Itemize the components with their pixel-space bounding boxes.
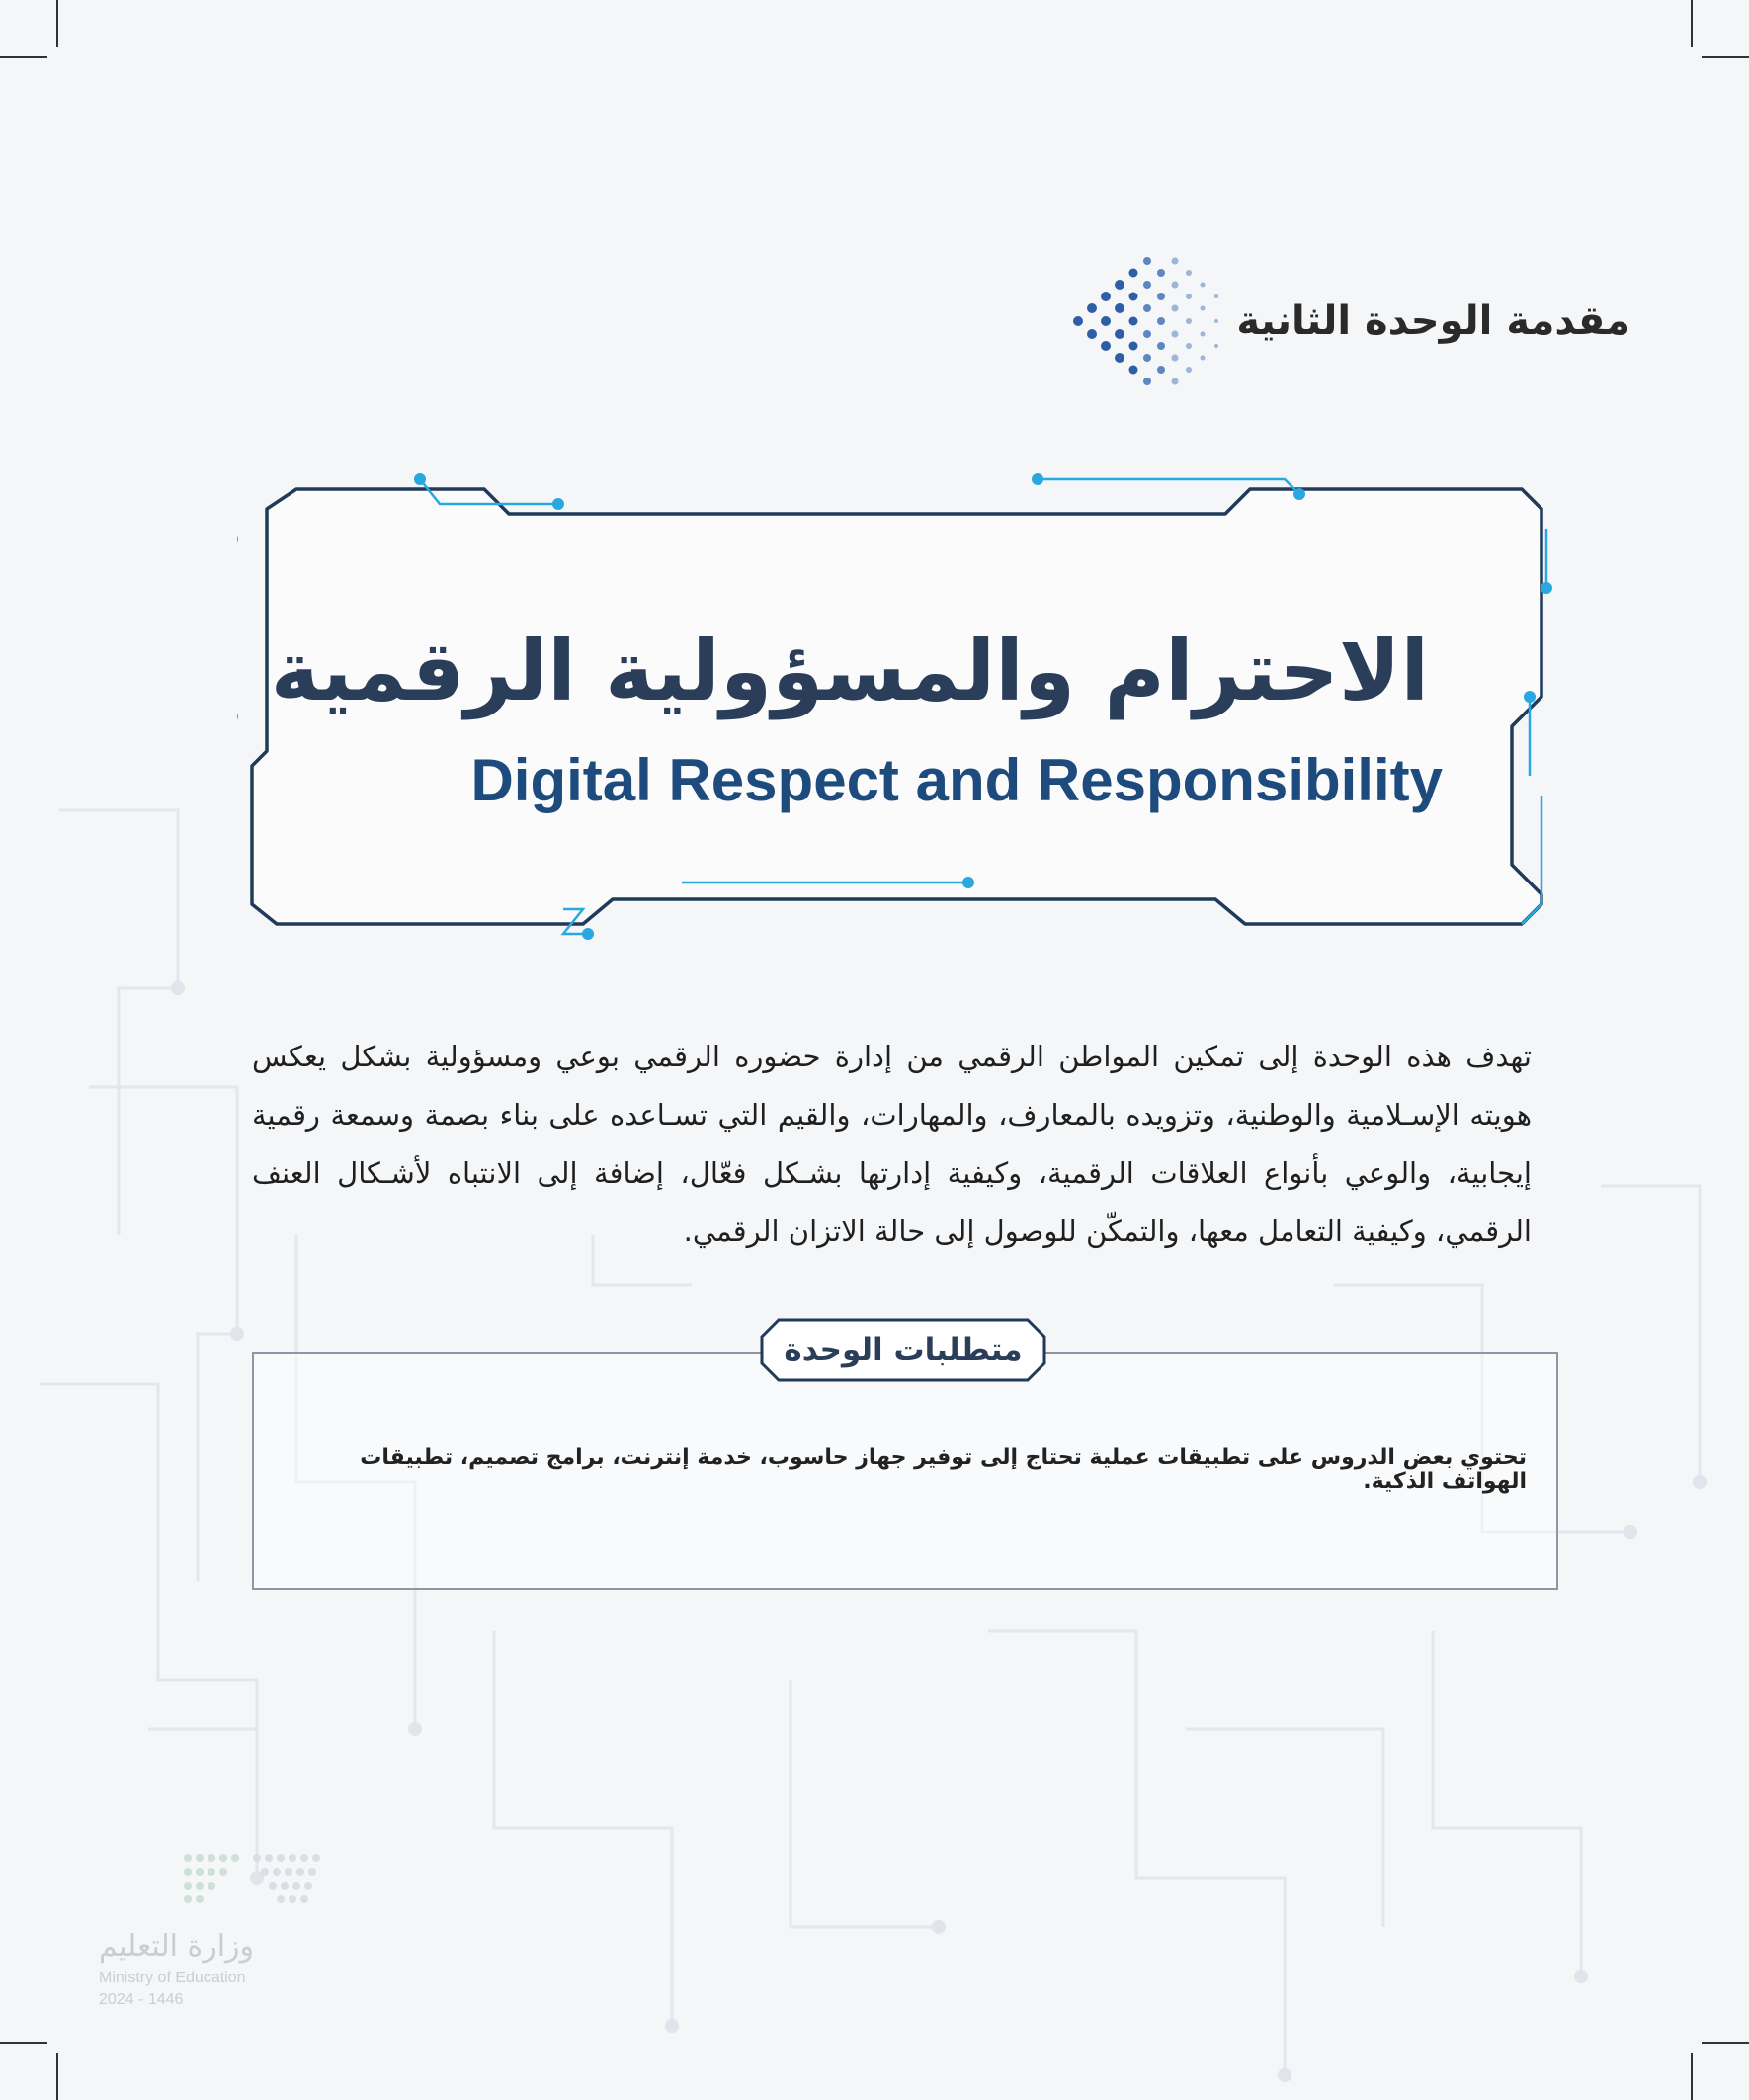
ministry-name-arabic: وزارة التعليم [99, 1929, 255, 1964]
requirements-text: تحتوي بعض الدروس على تطبيقات عملية تحتاج إلى توفير جهاز حاسوب، خدمة إنترنت، برامج تصميم، تطبيقات الهواتف الذكية. [360, 1445, 1527, 1494]
ministry-year: 2024 - 1446 [99, 1991, 184, 2008]
ministry-name-english: Ministry of Education [99, 1970, 246, 1986]
crop-mark [1691, 2053, 1693, 2100]
crop-mark [1702, 2042, 1749, 2044]
crop-mark [56, 2053, 58, 2100]
unit-title-english: Digital Respect and Responsibility [470, 747, 1443, 813]
intro-paragraph: تهدف هذه الوحدة إلى تمكين المواطن الرقمي من إدارة حضوره الرقمي بوعي ومسؤولية بشكل يعكس هويته الإسـلامية والوطنية، وتزويده بالمعارف، والمهارات، والقيم التي تسـاعده على بناء بصمة وسمعة رقمية إيجابية، والوعي بأنواع العلاقات الرقمية، وكيفية إدارتها بشـكل فعّال، إضافة إلى الانتباه لأشـكال العنف الرقمي، وكيفية التعامل معها، والتمكّن للوصول إلى حالة الاتزان الرقمي. [252, 1040, 1532, 1248]
unit-header-title: مقدمة الوحدة الثانية [1236, 298, 1630, 344]
requirements-title: متطلبات الوحدة [784, 1332, 1023, 1368]
crop-mark [0, 2042, 47, 2044]
dotted-chevron-icon [1068, 247, 1226, 395]
crop-mark [56, 0, 58, 47]
unit-title-arabic: الاحترام والمسؤولية الرقمية [270, 623, 1430, 719]
crop-mark [0, 56, 47, 58]
crop-mark [1702, 56, 1749, 58]
unit-header [1068, 287, 1630, 356]
crop-mark [1691, 0, 1693, 47]
ministry-logo [99, 1848, 366, 1986]
